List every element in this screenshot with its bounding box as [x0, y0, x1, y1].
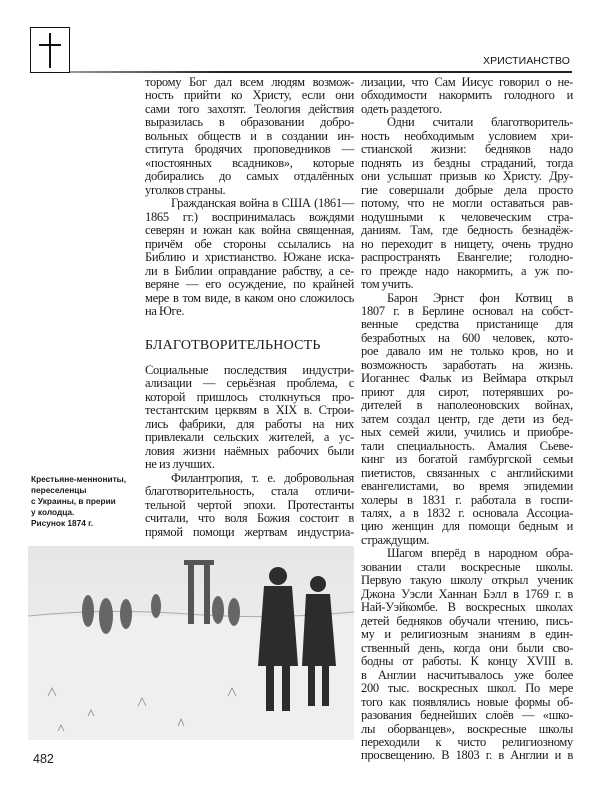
text-line: дителей в наполеоновских войнах,: [361, 398, 573, 413]
illustration-mennonites-at-well: [28, 546, 354, 740]
text-line: кинг из богатой гамбургской семьи: [361, 452, 573, 467]
text-line: Библию и христианство. Южане иска-: [145, 250, 354, 265]
text-line: том учить.: [361, 277, 414, 292]
text-line: Первую такую школу открыл ученик: [361, 573, 573, 588]
text-line: 1865 гг.) воспринималась вождями: [145, 209, 354, 224]
text-line: Иоганнес Фальк из Веймара открыл: [361, 371, 573, 386]
text-line: добирались до самых отдалённых: [145, 169, 354, 184]
text-line: безработных на 600 человек, кото-: [361, 330, 573, 345]
text-line: го прежде надо накормить, а уж по-: [361, 263, 573, 278]
text-line: на Юге.: [145, 303, 185, 318]
text-line: стианской жизни: бедняков надо: [361, 142, 573, 157]
text-line: 1807 г. в Берлине основал на собст-: [361, 303, 573, 318]
text-line: Филантропия, т. е. добровольная: [171, 470, 354, 485]
text-line: бодны от работы. К концу XVIII в.: [361, 654, 573, 669]
text-line: пиетистов, связанных с английскими: [361, 465, 573, 480]
text-line: страждущим.: [361, 532, 430, 547]
cross-icon: [31, 28, 69, 72]
text-line: потому, что не могли оставаться рав-: [361, 196, 573, 211]
text-line: ализации — серьёзная проблема, с: [145, 376, 354, 391]
header-rule: [70, 71, 572, 73]
text-line: тельной чертой эпохи. Протестанты: [145, 497, 354, 512]
text-line: нодушными к человеческим стра-: [361, 209, 573, 224]
text-line: лизации, что Сам Иисус говорил о не-: [361, 75, 573, 89]
text-line: но переходит в нищету, очень трудно: [361, 236, 573, 251]
text-line: Барон Эрнст фон Котвиц в: [387, 290, 573, 305]
text-line: Най-Уэйкомбе. В воскресных школах: [361, 600, 573, 615]
figure-caption: [31, 474, 143, 529]
text-line: даниям. Там, где бедность безнадёж-: [361, 223, 573, 238]
text-line: северян и южан как война священная,: [145, 223, 354, 238]
text-line: лись фабрики, для работы на них: [145, 416, 354, 431]
text-line: венные средства пристанище для: [361, 317, 573, 332]
text-line: поднять из бездны страданий, тогда: [361, 155, 573, 170]
text-line: выразилась в образовании добро-: [145, 115, 354, 130]
text-line: талях, а в 1832 г. основала Ассоциа-: [361, 506, 573, 520]
text-line: сами того захотят. Теология действия: [145, 101, 354, 116]
text-line: ственный день, когда они были сво-: [361, 640, 573, 655]
caption-line: Рисунок 1874 г.: [31, 518, 94, 528]
text-line: Одни считали благотворитель-: [387, 115, 573, 130]
text-line: Шагом вперёд в народном обра-: [387, 546, 573, 561]
text-line: затем создал центр, где дети из бед-: [361, 411, 573, 426]
text-line: му и религиозным знаниям в един-: [361, 627, 573, 642]
caption-line: у колодца.: [31, 507, 75, 517]
text-line: причём обе стороны ссылались на: [145, 236, 354, 251]
caption-line: Крестьяне-меннониты,: [31, 474, 127, 484]
text-line: гие совершали добрые дела просто: [361, 182, 573, 197]
text-line: переходили к чисто религиозному: [361, 734, 573, 749]
text-line: распространять Евангелие; голодно-: [361, 250, 573, 265]
running-head: ХРИСТИАНСТВО: [482, 55, 570, 67]
text-line: приют для сирот, потерявших ро-: [361, 384, 573, 399]
text-line: разования беднейших слоёв — «шко-: [361, 708, 573, 723]
text-line: ность прийти ко Христу, если они: [145, 88, 354, 103]
text-line: привлекали сельских жителей, а ус-: [145, 430, 354, 445]
left-column-bottom: [145, 364, 354, 539]
text-line: того как появлялись новые формы об-: [361, 694, 573, 709]
text-line: ли в Библии оправдание рабству, а се-: [145, 263, 354, 278]
text-line: торому Бог дал всем людям возмож-: [145, 75, 354, 89]
text-line: тали специальность. Амалия Сьеве-: [361, 438, 573, 453]
text-line: прямой помощи жертвам индустриа-: [145, 524, 354, 539]
text-line: одеть раздетого.: [361, 101, 442, 116]
text-line: благотворительность, стала отличи-: [145, 484, 354, 499]
cross-emblem: [30, 27, 70, 73]
text-line: ных семей жили, учились и приобре-: [361, 425, 573, 440]
caption-line: переселенцы: [31, 485, 87, 495]
text-line: веряне — его осуждение, по крайней: [145, 277, 354, 292]
text-line: рое давало им не только кров, но и: [361, 344, 573, 359]
caption-line: с Украины, в прерии: [31, 496, 116, 506]
text-line: детей бедняков обучали чтению, пись-: [361, 613, 573, 628]
text-line: тестантским церквям в XIX в. Строи-: [145, 403, 354, 418]
text-line: обходимости накормить голодного и: [361, 88, 573, 103]
text-line: лы оборванцев», воскресные школы: [361, 721, 573, 736]
text-line: возможность заработать на жизнь.: [361, 357, 573, 372]
text-line: холеры в 1831 г. работала в госпи-: [361, 492, 573, 507]
text-line: вольных обществ и в создании ин-: [145, 128, 354, 143]
text-line: зовании стали воскресные школы.: [361, 559, 573, 574]
text-line: не из лучших.: [145, 457, 215, 472]
text-line: в Англии насчитывалось уже более: [361, 667, 573, 682]
section-heading: БЛАГОТВОРИТЕЛЬНОСТЬ: [145, 338, 321, 353]
text-line: ность необходимым условием хри-: [361, 128, 573, 143]
text-line: просвещению. В 1803 г. в Англии и в: [361, 748, 573, 763]
page-number: 482: [33, 752, 54, 766]
text-line: ститута бродячих проповедников —: [145, 142, 354, 157]
text-line: уголков страны.: [145, 182, 226, 197]
text-line: евангелистами, во время эпидемии: [361, 479, 573, 494]
text-line: считали, что воля Божия состоит в: [145, 511, 354, 526]
text-line: ловия жизни наёмных рабочих были: [145, 443, 354, 458]
text-line: цию женщин для помощи бедным и: [361, 519, 573, 534]
text-line: они услышат призыв ко Христу. Дру-: [361, 169, 573, 184]
text-line: Социальные последствия индустри-: [145, 363, 354, 377]
text-line: 200 тыс. воскресных школ. По мере: [361, 681, 573, 696]
text-line: Гражданская война в США (1861—: [171, 196, 354, 211]
text-line: Джона Уэсли Ханнан Бэлл в 1769 г. в: [361, 586, 573, 601]
text-line: «постоянных всадников», которые: [145, 155, 354, 170]
left-column-top: [145, 76, 354, 318]
text-line: мере в том виде, в каком оно сложилось: [145, 290, 354, 305]
right-column: [361, 76, 573, 763]
text-line: которой пришлось столкнуться про-: [145, 389, 354, 404]
